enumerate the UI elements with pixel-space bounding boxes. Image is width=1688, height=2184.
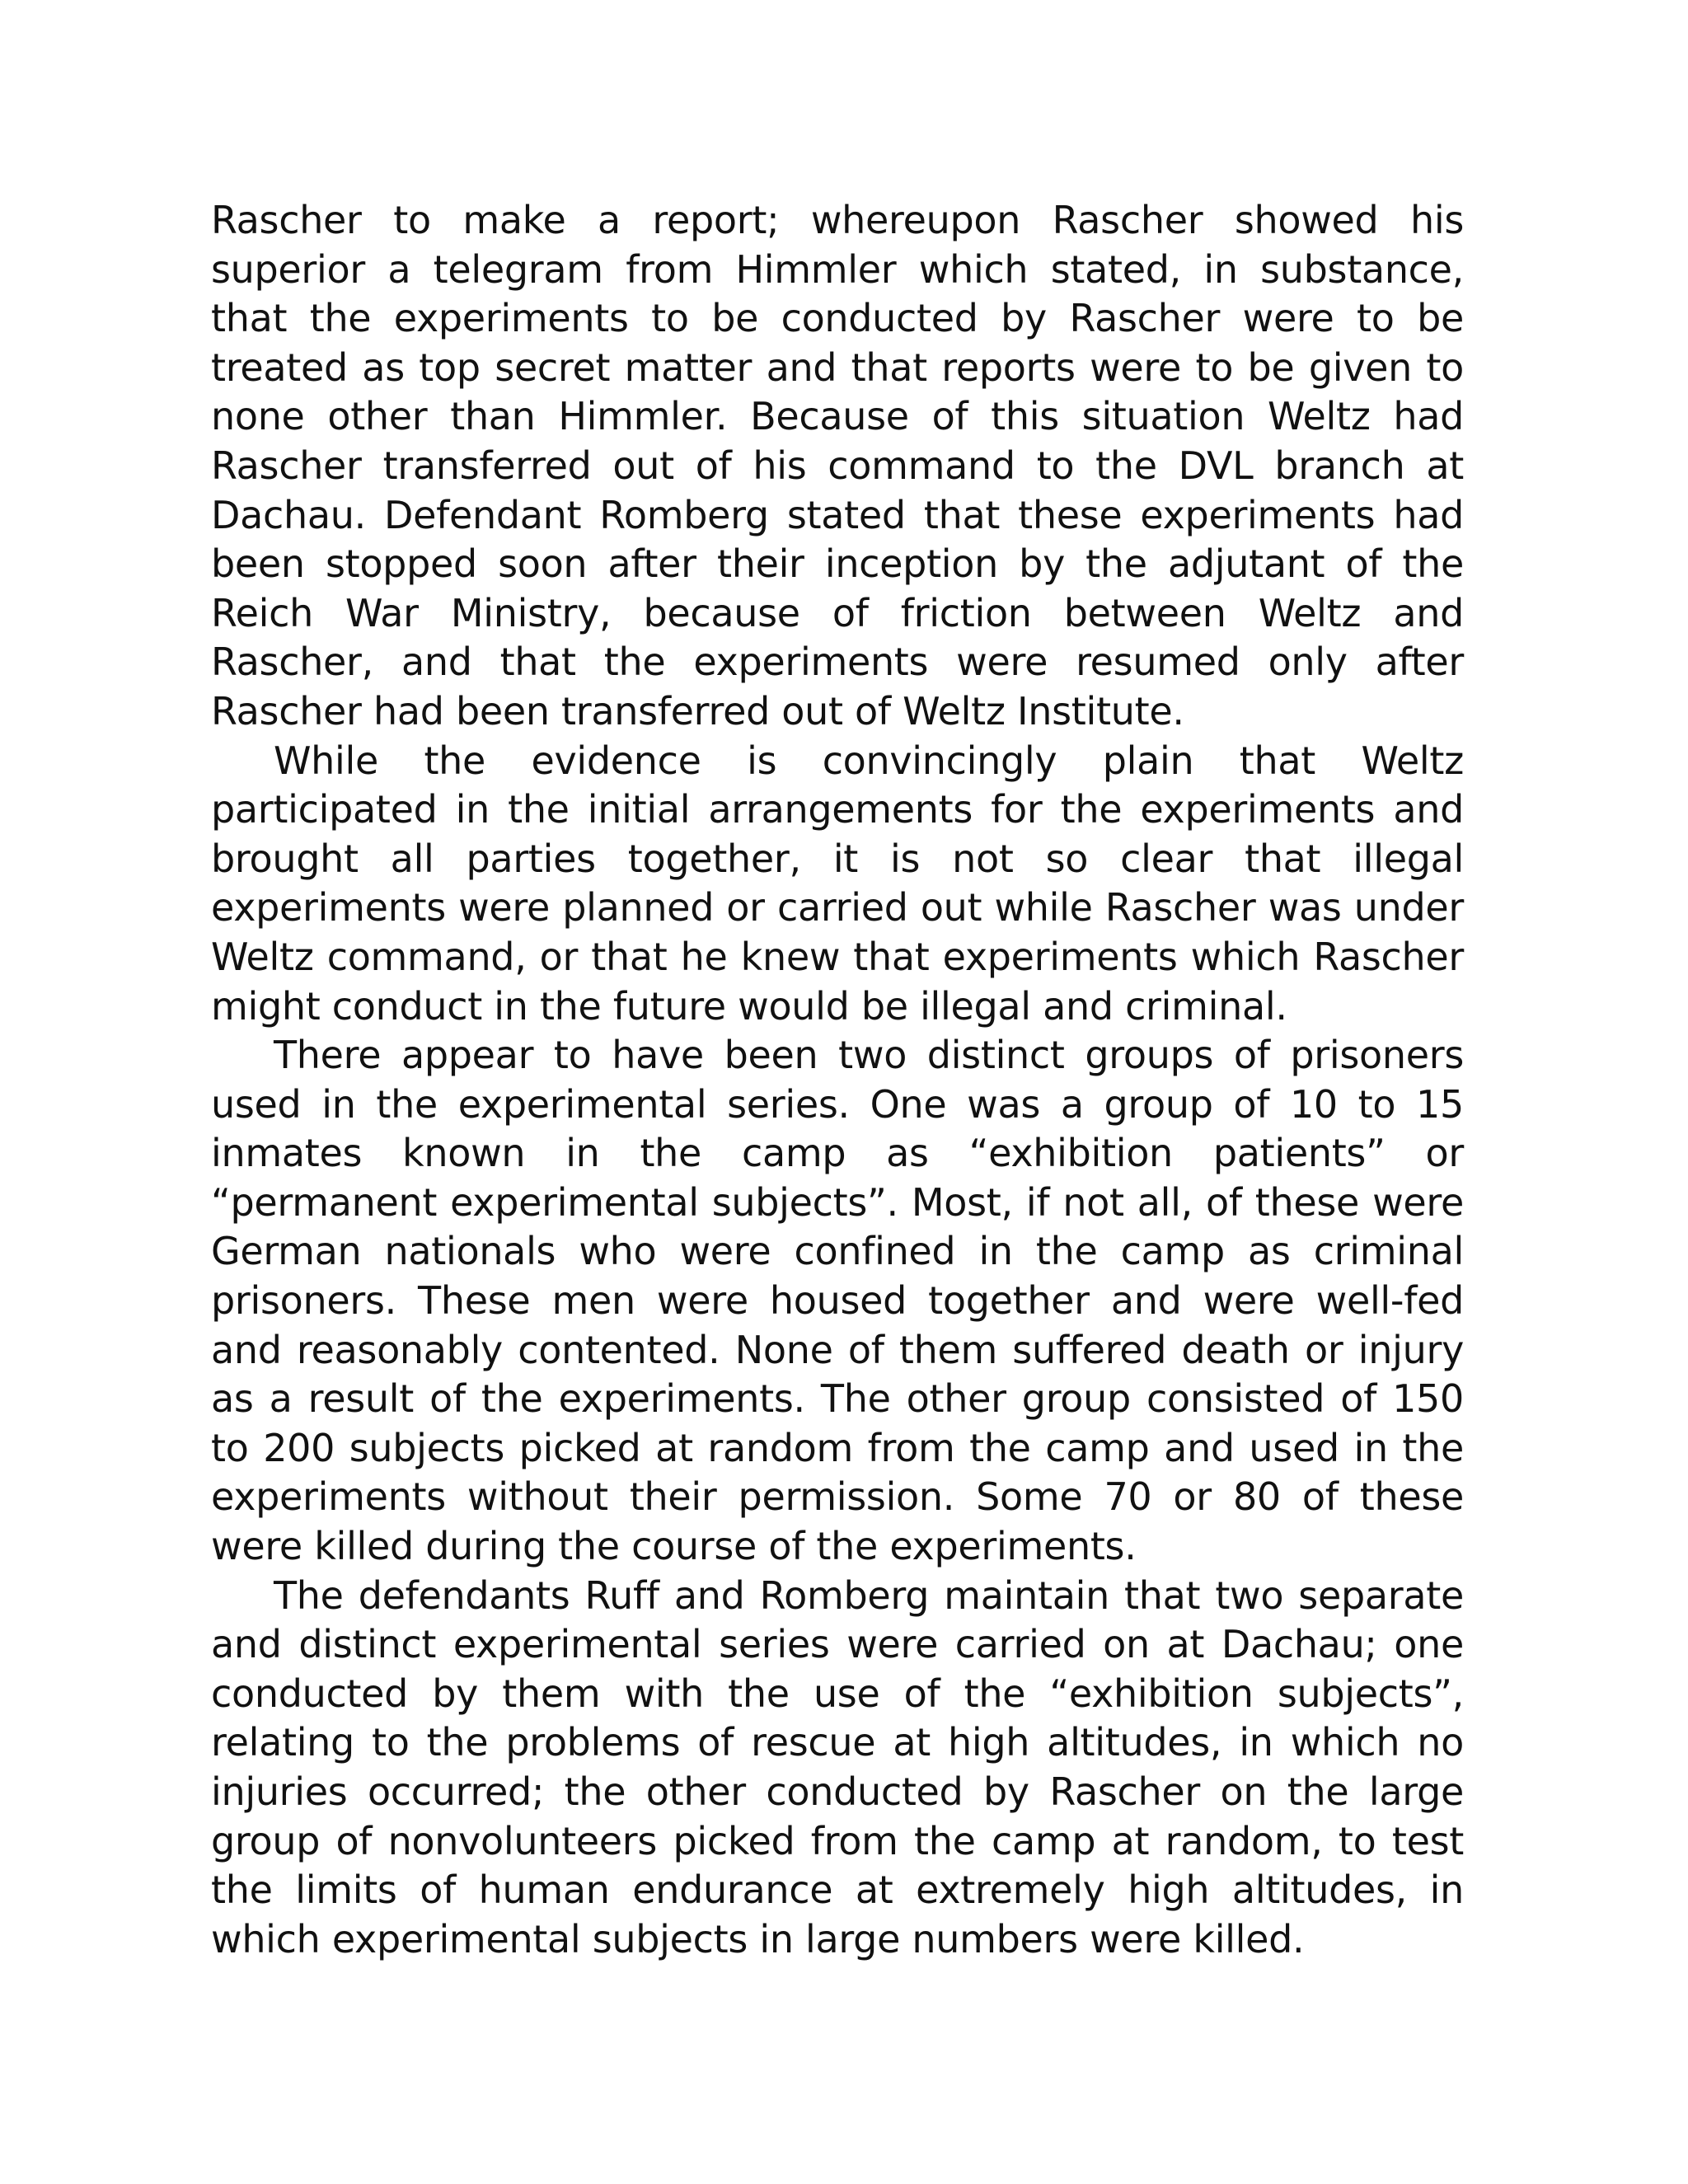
paragraph-3: There appear to have been two distinct groups of prisoners used in the experimental series. One was a group of 10 to 15 inmates known in the camp as “exhibition patients” or “permanent experimental subjects”. Most, if not all, of these were German nationals who were confined in the camp as criminal prisoners. These men were housed together and were well-fed and reasonably contented. None of them suffered death or injury as a result of the experiments. The other group consisted of 150 to 200 subjects picked at random from the camp and used in the experiments without their permission. Some 70 or 80 of these were killed during the course of the experiments. bbox=[211, 1033, 1464, 1569]
paragraph-1: Rascher to make a report; whereupon Rascher showed his superior a telegram from Himmler which stated, in substance, that the experiments to be conducted by Rascher were to be treated as top secret matter and that reports were to be given to none other than Himmler. Because of this situation Weltz had Rascher transferred out of his command to the DVL branch at Dachau. Defendant Romberg stated that these experiments had been stopped soon after their inception by the adjutant of the Reich War Ministry, because of friction between Weltz and Rascher, and that the experiments were resumed only after Rascher had been transferred out of Weltz Institute. bbox=[211, 198, 1464, 733]
paragraph-2: While the evidence is convincingly plain that Weltz participated in the initial arrangements for the experiments and brought all parties together, it is not so clear that illegal experiments were planned or carried out while Rascher was under Weltz command, or that he knew that experiments which Rascher might conduct in the future would be illegal and criminal. bbox=[211, 738, 1464, 1029]
body-text bbox=[211, 196, 1464, 1964]
paragraph-4: The defendants Ruff and Romberg maintain that two separate and distinct experimental series were carried on at Dachau; one conducted by them with the use of the “exhibition subjects”, relating to the problems of rescue at high altitudes, in which no injuries occurred; the other conducted by Rascher on the large group of nonvolunteers picked from the camp at random, to test the limits of human endurance at extremely high altitudes, in which experimental subjects in large numbers were killed. bbox=[211, 1572, 1464, 1961]
